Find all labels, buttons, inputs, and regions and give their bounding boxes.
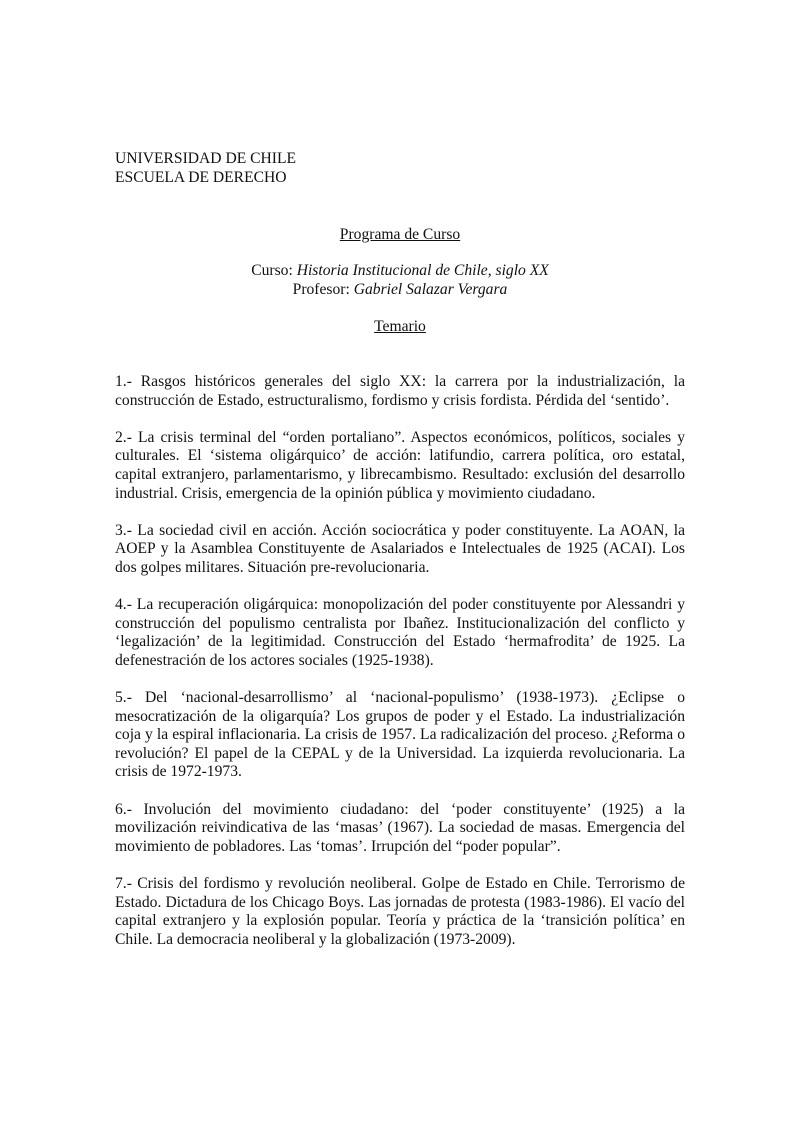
topic-item: 7.- Crisis del fordismo y revolución neoliberal. Golpe de Estado en Chile. Terrorismo de Estado. Dictadura de los Chicago Boys. Las jornadas de protesta (1983-1986). El vacío del capital extranjero y la explosión popular. Teoría y práctica de la ‘transición política’ en Chile. La democracia neoliberal y la globalización (1973-2009). xyxy=(115,875,685,948)
professor-label: Profesor: xyxy=(292,281,354,298)
professor-line xyxy=(115,281,685,300)
course-name: Historia Institucional de Chile, siglo XX xyxy=(296,262,549,279)
temario-title: Temario xyxy=(374,318,426,335)
topic-item: 6.- Involución del movimiento ciudadano: del ‘poder constituyente’ (1925) a la movilización reivindicativa de las ‘masas’ (1967). La sociedad de masas. Emergencia del movimiento de pobladores. Las ‘tomas’. Irrupción del “poder popular”. xyxy=(115,800,685,855)
institution-header xyxy=(115,150,685,187)
topics-list xyxy=(115,373,685,968)
topic-item: 2.- La crisis terminal del “orden portaliano”. Aspectos económicos, políticos, sociales y culturales. El ‘sistema oligárquico’ de acción: latifundio, carrera política, oro estatal, capital extranjero, parlamentarismo, y librecambismo. Resultado: exclusión del desarrollo industrial. Crisis, emergencia de la opinión pública y movimiento ciudadano. xyxy=(115,428,685,502)
program-title: Programa de Curso xyxy=(339,226,461,243)
topic-item: 4.- La recuperación oligárquica: monopolización del poder constituyente por Alessandri y construcción del populismo centralista por Ibañez. Institucionalización del conflicto y ‘legalización’ de la legitimidad. Construcción del Estado ‘hermafrodita’ de 1925. La defenestración de los actores sociales (1925-1938). xyxy=(115,596,685,669)
topic-item: 5.- Del ‘nacional-desarrollismo’ al ‘nacional-populismo’ (1938-1973). ¿Eclipse o mesocratización de la oligarquía? Los grupos de poder y el Estado. La industrialización coja y la espiral inflacionaria. La crisis de 1957. La radicalización del proceso. ¿Reforma o revolución? El papel de la CEPAL y de la Universidad. La izquierda revolucionaria. La crisis de 1972-1973. xyxy=(115,689,685,781)
university-name: UNIVERSIDAD DE CHILE xyxy=(115,150,297,167)
topic-item: 1.- Rasgos históricos generales del siglo XX: la carrera por la industrialización, la construcción de Estado, estructuralismo, fordismo y crisis fordista. Pérdida del ‘sentido’. xyxy=(115,373,685,409)
course-label: Curso: xyxy=(251,262,297,279)
professor-name: Gabriel Salazar Vergara xyxy=(353,281,508,298)
topic-item: 3.- La sociedad civil en acción. Acción sociocrática y poder constituyente. La AOAN, la AOEP y la Asamblea Constituyente de Asalariados e Intelectuales de 1925 (ACAI). Los dos golpes militares. Situación pre-revolucionaria. xyxy=(115,521,685,576)
course-line xyxy=(115,262,685,281)
school-name: ESCUELA DE DERECHO xyxy=(115,168,287,186)
